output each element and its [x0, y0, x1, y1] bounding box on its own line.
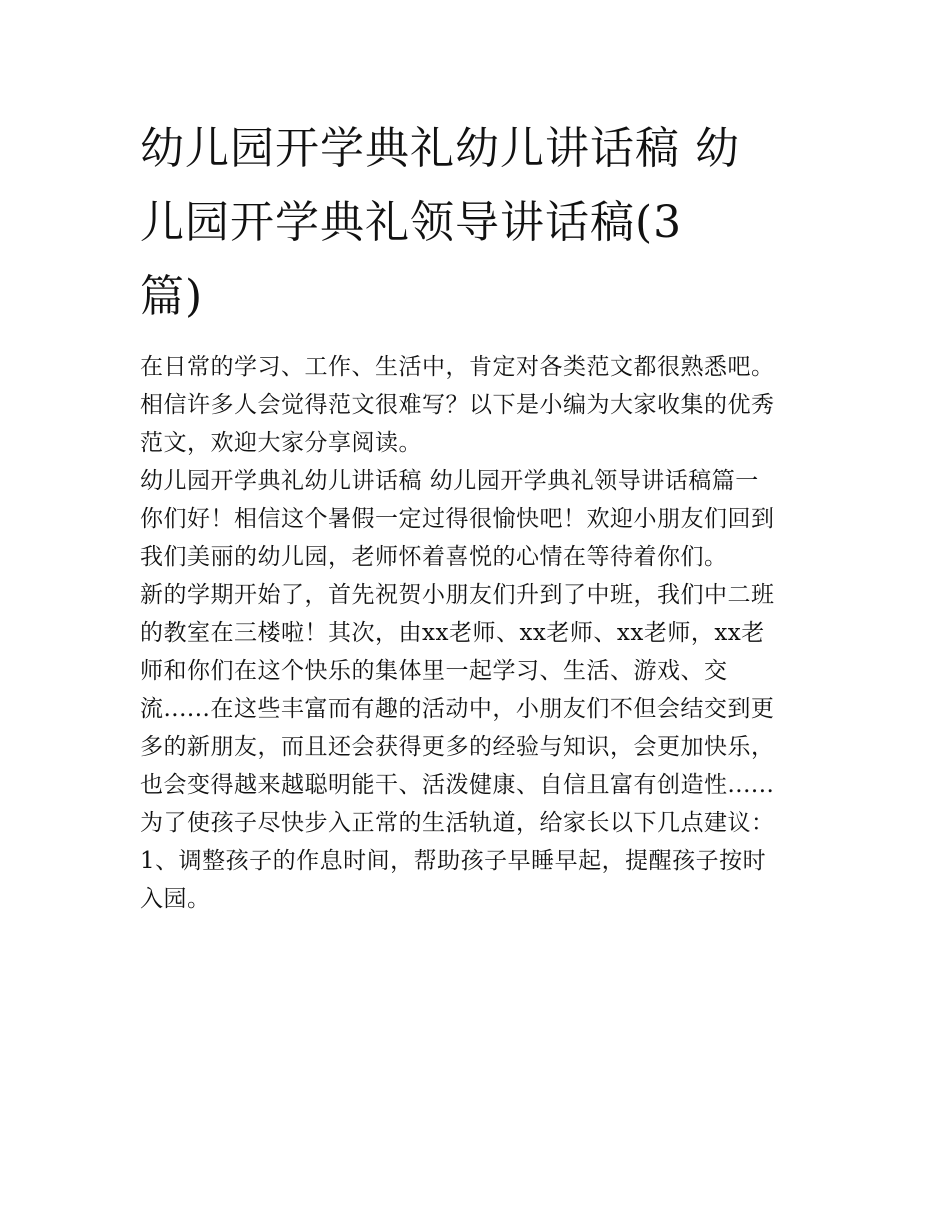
paragraph-suggestion-1: 1、调整孩子的作息时间，帮助孩子早睡早起，提醒孩子按时 入园。 [140, 848, 767, 912]
paragraph-suggestions-intro: 为了使孩子尽快步入正常的生活轨道，给家长以下几点建议： [140, 810, 775, 836]
document-body [140, 348, 820, 918]
paragraph-intro: 在日常的学习、工作、生活中，肯定对各类范文都很熟悉吧。 相信许多人会觉得范文很难写？以下是小编为大家收集的优秀 范文，欢迎大家分享阅读。 [140, 354, 775, 456]
paragraph-greeting: 你们好！相信这个暑假一定过得很愉快吧！欢迎小朋友们回到 我们美丽的幼儿园，老师怀着喜悦的心情在等待着你们。 [140, 506, 775, 570]
paragraph-new-semester: 新的学期开始了，首先祝贺小朋友们升到了中班，我们中二班 的教室在三楼啦！其次，由xx老师、xx老师、xx老师，xx老 师和你们在这个快乐的集体里一起学习、生活、游戏、交 流......在这些丰富而有趣的活动中，小朋友们不但会结交到更 多的新朋友，而且还会获得更多的经验与知识，会更加快乐， 也会变得越来越聪明能干、活泼健康、自信且富有创造性...... [140, 582, 775, 798]
title-line-3: 篇) [140, 271, 204, 322]
paragraph-section-heading: 幼儿园开学典礼幼儿讲话稿 幼儿园开学典礼领导讲话稿篇一 [140, 468, 759, 494]
title-line-1: 幼儿园开学典礼幼儿讲话稿 幼 [140, 123, 740, 174]
document-title [140, 112, 820, 334]
title-line-2: 儿园开学典礼领导讲话稿(3 [140, 197, 683, 248]
